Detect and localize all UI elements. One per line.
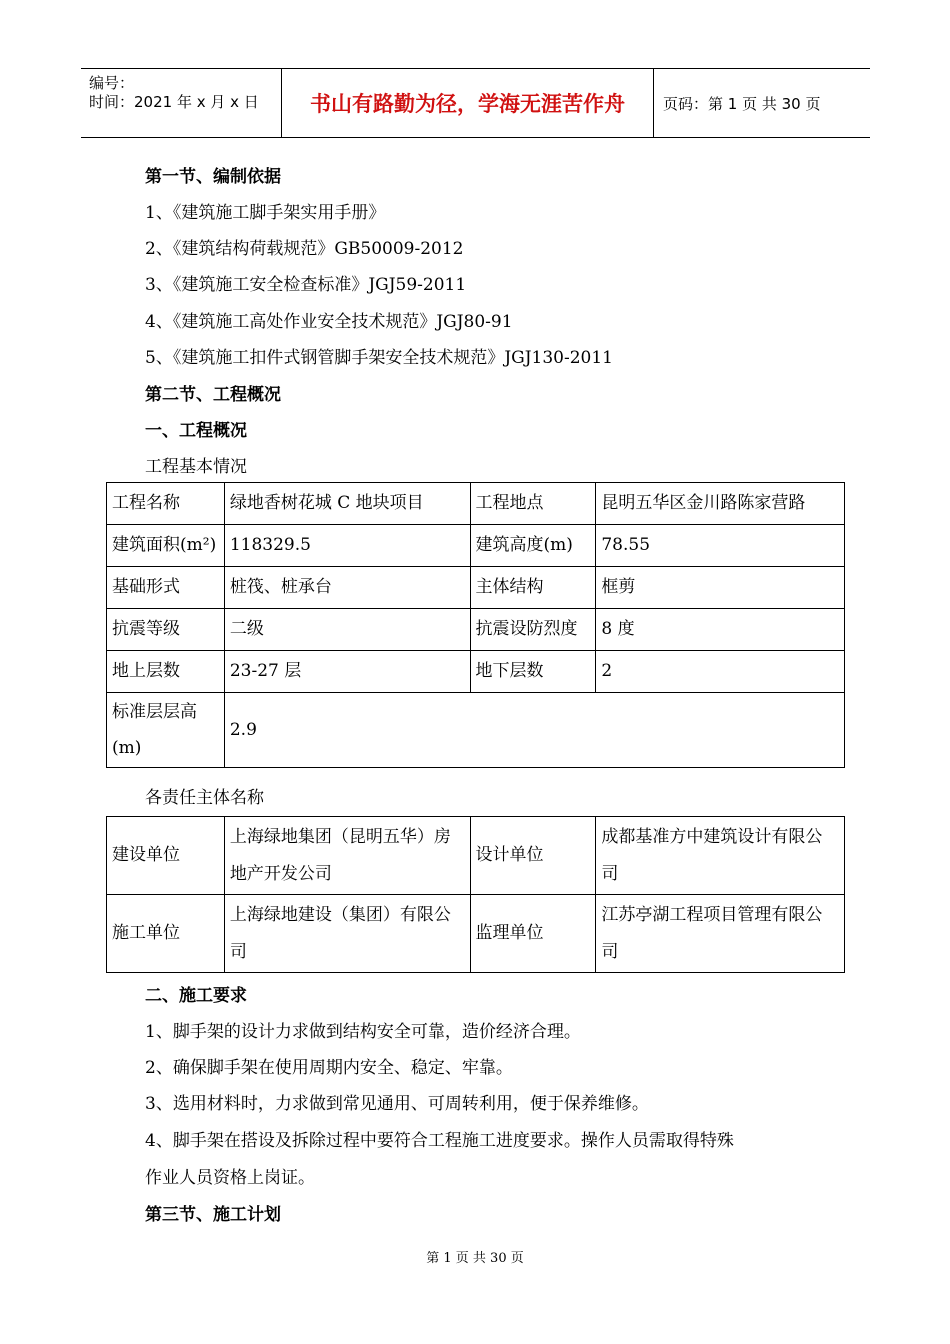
basis-item: 5、《建筑施工扣件式钢管脚手架安全技术规范》JGJ130-2011 <box>145 348 613 368</box>
time-label: 时间：2021 年 x 月 x 日 <box>89 93 259 111</box>
table-cell: 江苏亭湖工程项目管理有限公司 <box>596 895 845 973</box>
table-cell: 118329.5 <box>224 525 470 567</box>
table-cell: 监理单位 <box>470 895 596 973</box>
basic-info-table <box>106 482 845 768</box>
table-row <box>107 817 845 895</box>
basis-item: 4、《建筑施工高处作业安全技术规范》JGJ80-91 <box>145 312 513 332</box>
table-row <box>107 693 845 768</box>
table-cell: 二级 <box>224 609 470 651</box>
requirement-item: 3、选用材料时，力求做到常见通用、可周转利用，便于保养维修。 <box>145 1094 649 1114</box>
section1-title: 第一节、编制依据 <box>145 167 281 187</box>
table-cell: 框剪 <box>596 567 845 609</box>
page-footer: 第 1 页 共 30 页 <box>426 1251 524 1266</box>
table-cell: 2.9 <box>224 693 844 768</box>
subsection-overview: 一、工程概况 <box>145 421 247 441</box>
basis-item: 2、《建筑结构荷载规范》GB50009-2012 <box>145 239 464 259</box>
table-row <box>107 483 845 525</box>
table-cell: 桩筏、桩承台 <box>224 567 470 609</box>
table-cell: 上海绿地集团（昆明五华）房地产开发公司 <box>224 817 470 895</box>
table-row <box>107 895 845 973</box>
table-row <box>107 651 845 693</box>
table-row <box>107 567 845 609</box>
basis-item: 1、《建筑施工脚手架实用手册》 <box>145 203 386 223</box>
table-cell: 基础形式 <box>107 567 225 609</box>
table-cell: 标准层层高(m) <box>107 693 225 768</box>
basic-info-caption: 工程基本情况 <box>145 457 247 477</box>
table-cell: 建筑高度(m) <box>470 525 596 567</box>
table-row <box>107 609 845 651</box>
table-cell: 建设单位 <box>107 817 225 895</box>
table-cell: 建筑面积(m²) <box>107 525 225 567</box>
party-table <box>106 816 845 973</box>
header-left-cell <box>81 69 282 137</box>
table-cell: 78.55 <box>596 525 845 567</box>
table-cell: 昆明五华区金川路陈家营路 <box>596 483 845 525</box>
table-cell: 地上层数 <box>107 651 225 693</box>
table-cell: 2 <box>596 651 845 693</box>
page-header <box>81 68 870 138</box>
section2-title: 第二节、工程概况 <box>145 385 281 405</box>
header-motto: 书山有路勤为径，学海无涯苦作舟 <box>282 69 654 137</box>
table-row <box>107 525 845 567</box>
table-cell: 施工单位 <box>107 895 225 973</box>
requirement-item: 4、脚手架在搭设及拆除过程中要符合工程施工进度要求。操作人员需取得特殊 <box>145 1131 734 1151</box>
subsection-requirements: 二、施工要求 <box>145 986 247 1006</box>
requirement-item: 1、脚手架的设计力求做到结构安全可靠，造价经济合理。 <box>145 1022 581 1042</box>
requirement-item: 2、确保脚手架在使用周期内安全、稳定、牢靠。 <box>145 1058 513 1078</box>
table-cell: 上海绿地建设（集团）有限公司 <box>224 895 470 973</box>
number-label: 编号： <box>89 74 135 92</box>
table-cell: 地下层数 <box>470 651 596 693</box>
table-cell: 成都基准方中建筑设计有限公司 <box>596 817 845 895</box>
table-cell: 23-27 层 <box>224 651 470 693</box>
table-cell: 主体结构 <box>470 567 596 609</box>
basis-item: 3、《建筑施工安全检查标准》JGJ59-2011 <box>145 275 467 295</box>
section3-title: 第三节、施工计划 <box>145 1205 281 1225</box>
table-cell: 工程名称 <box>107 483 225 525</box>
table-cell: 抗震设防烈度 <box>470 609 596 651</box>
table-cell: 工程地点 <box>470 483 596 525</box>
requirement-item-continued: 作业人员资格上岗证。 <box>145 1168 315 1188</box>
table-cell: 设计单位 <box>470 817 596 895</box>
table-cell: 抗震等级 <box>107 609 225 651</box>
table-cell: 8 度 <box>596 609 845 651</box>
table-cell: 绿地香树花城 C 地块项目 <box>224 483 470 525</box>
header-page-info: 页码：第 1 页 共 30 页 <box>663 94 821 113</box>
party-caption: 各责任主体名称 <box>145 788 264 808</box>
